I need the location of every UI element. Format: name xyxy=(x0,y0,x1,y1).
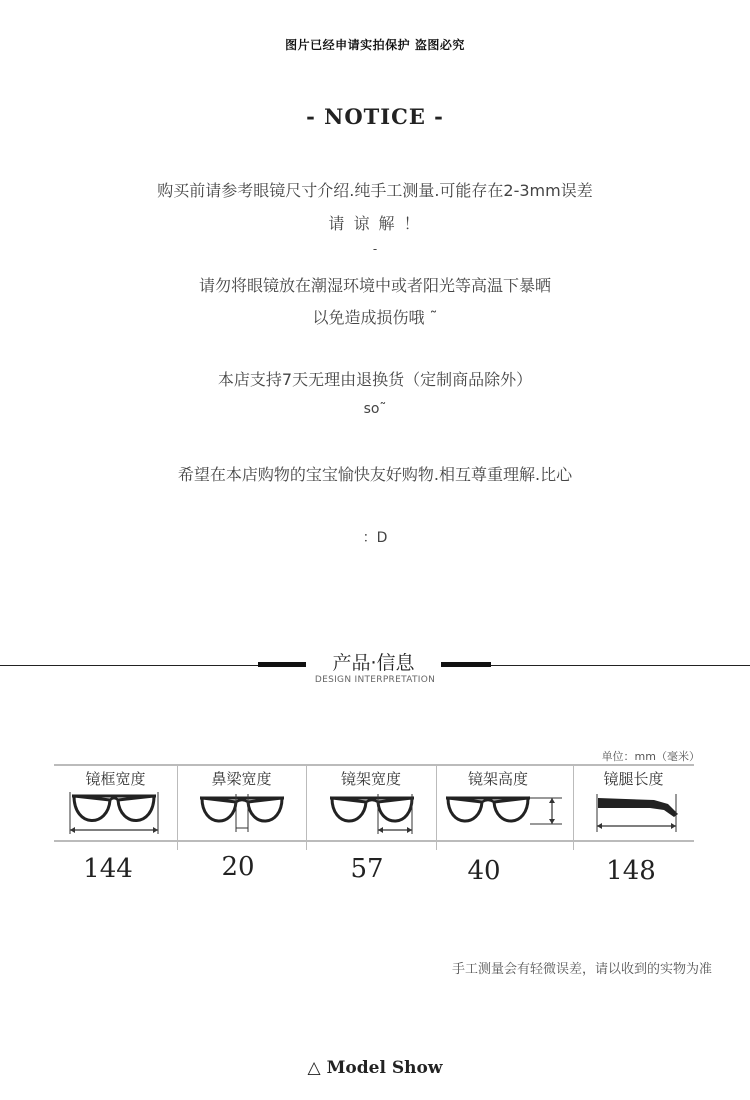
lens-width-value: 57 xyxy=(350,854,384,884)
frame-width-value: 144 xyxy=(83,854,133,884)
header-divider-right xyxy=(491,665,750,666)
notice-line-4: 请勿将眼镜放在潮湿环境中或者阳光等高温下暴晒 xyxy=(198,276,551,295)
notice-line-8: 希望在本店购物的宝宝愉快友好购物.相互尊重理解.比心 xyxy=(177,465,573,484)
product-info-subtitle: DESIGN INTERPRETATION xyxy=(314,675,436,685)
lens-width-label: 镜架宽度 xyxy=(340,770,401,788)
triangle-icon: △ xyxy=(307,1058,321,1078)
notice-line-5: 以免造成损伤哦 ˜ xyxy=(312,308,438,327)
lens-height-icon xyxy=(442,790,566,836)
frame-width-icon xyxy=(64,790,164,836)
bridge-width-icon xyxy=(194,790,290,836)
header-bar-left xyxy=(258,662,306,667)
model-show-label: Model Show xyxy=(326,1058,443,1078)
frame-width-label: 镜框宽度 xyxy=(85,770,146,788)
lens-height-value: 40 xyxy=(467,856,501,886)
model-show-heading xyxy=(0,1058,750,1078)
temple-length-value: 148 xyxy=(606,856,656,886)
header-divider-left xyxy=(0,665,258,666)
notice-title: - NOTICE - xyxy=(306,104,444,129)
table-border-bottom xyxy=(54,840,694,842)
notice-line-2: 请 谅 解 ！ xyxy=(328,214,422,233)
bridge-width-value: 20 xyxy=(221,852,255,882)
lens-width-icon xyxy=(324,790,420,836)
temple-length-label: 镜腿长度 xyxy=(603,770,664,788)
lens-height-label: 镜架高度 xyxy=(467,770,528,788)
notice-line-7: so˜ xyxy=(363,401,387,417)
temple-length-icon xyxy=(592,790,682,836)
notice-line-1: 购买前请参考眼镜尺寸介绍.纯手工测量.可能存在2-3mm误差 xyxy=(157,181,593,200)
unit-label: 单位：mm（毫米） xyxy=(601,750,700,763)
notice-line-3: - xyxy=(372,242,378,256)
table-border-top xyxy=(54,764,694,766)
protection-notice: 图片已经申请实拍保护 盗图必究 xyxy=(285,38,465,52)
notice-line-6: 本店支持7天无理由退换货（定制商品除外） xyxy=(217,370,533,389)
bridge-width-label: 鼻梁宽度 xyxy=(211,770,272,788)
header-bar-right xyxy=(441,662,491,667)
notice-line-9: ：D xyxy=(362,530,388,546)
product-info-title: 产品·信息 xyxy=(332,652,415,674)
measurement-note: 手工测量会有轻微误差，请以收到的实物为准 xyxy=(451,962,712,977)
